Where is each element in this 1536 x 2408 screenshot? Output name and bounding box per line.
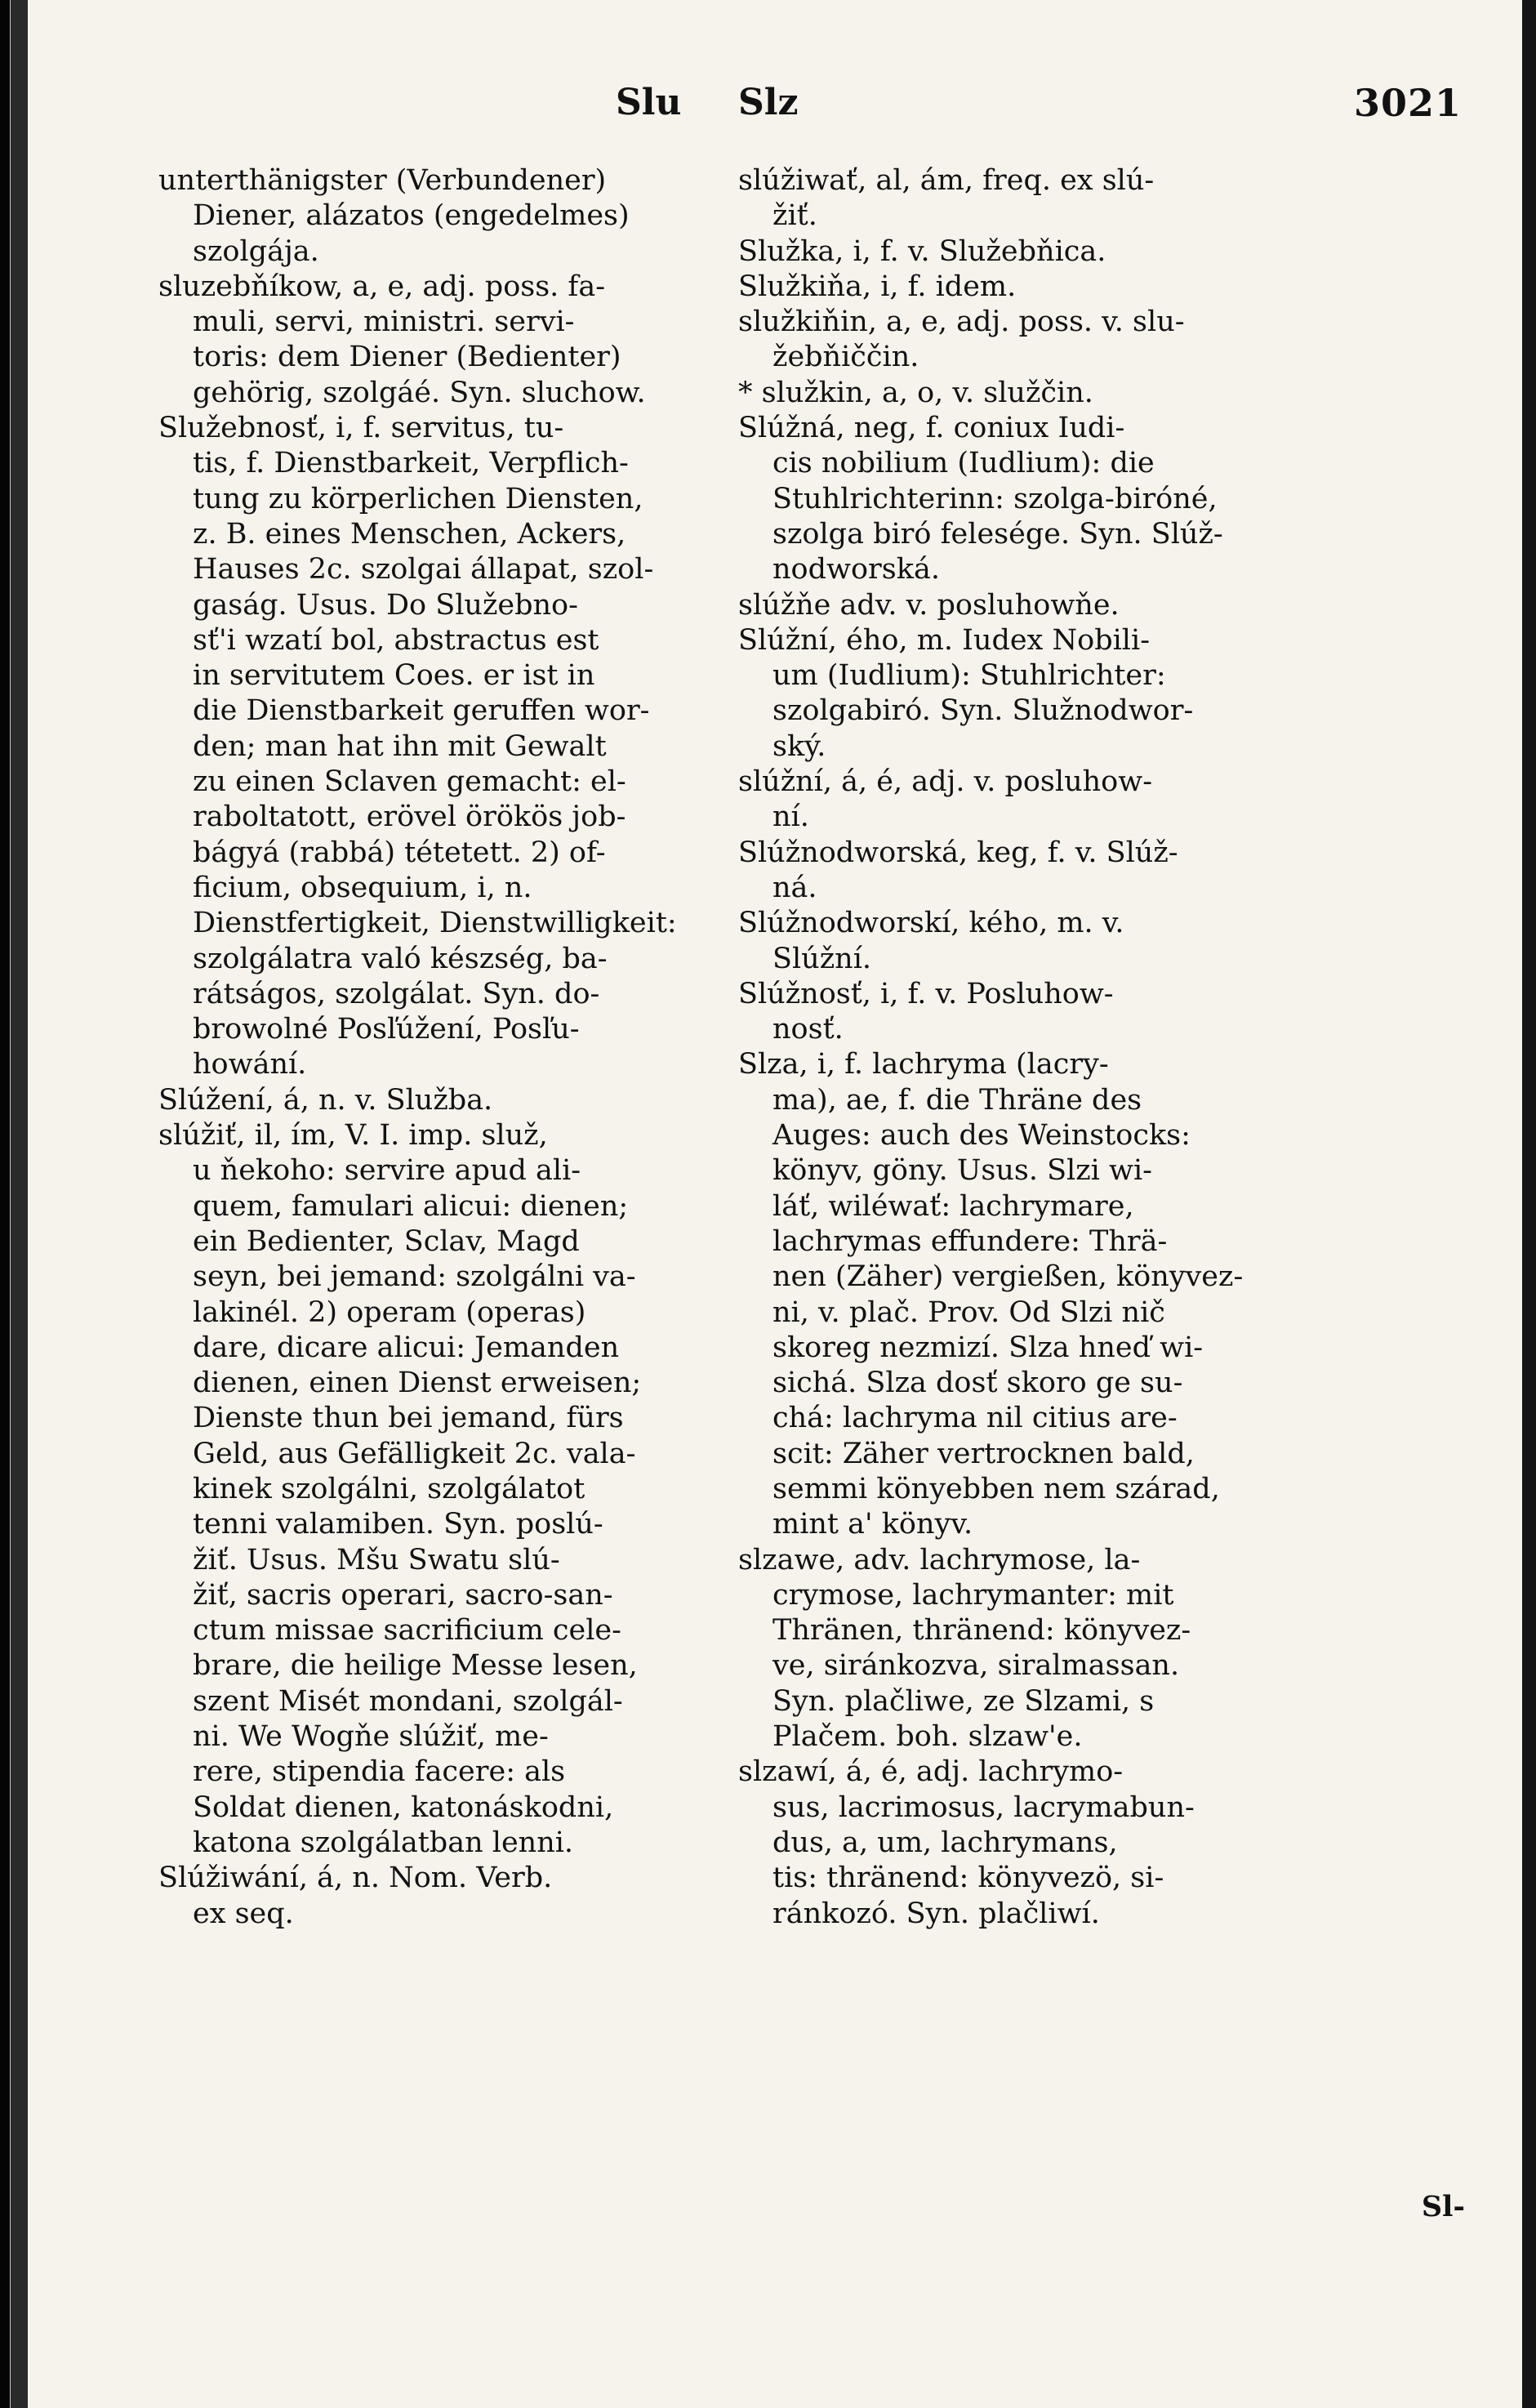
text-line: tis: thränend: könyvezö, si- xyxy=(772,1862,1164,1895)
text-line: in servitutem Coes. er ist in xyxy=(193,659,595,693)
guide-word-right: Slz xyxy=(738,82,799,123)
text-line: Hauses 2c. szolgai állapat, szol- xyxy=(193,553,654,586)
text-line: Služkiňa, i, f. idem. xyxy=(738,270,1017,303)
text-line: láť, wiléwať: lachrymare, xyxy=(772,1189,1134,1223)
text-line: u ňekoho: servire apud ali- xyxy=(193,1154,581,1188)
text-line: Služebnosť, i, f. servitus, tu- xyxy=(158,412,564,445)
text-line: ni, v. plač. Prov. Od Slzi nič xyxy=(772,1295,1165,1329)
text-line: ma), ae, f. die Thräne des xyxy=(772,1083,1142,1117)
text-line: slzawe, adv. lachrymose, la- xyxy=(738,1543,1141,1576)
text-line: žiť, sacris operari, sacro-san- xyxy=(193,1578,613,1612)
text-line: ránkozó. Syn. plačliwí. xyxy=(772,1897,1100,1930)
text-line: unterthänigster (Verbundener) xyxy=(158,164,607,197)
text-line: Auges: auch des Weinstocks: xyxy=(772,1119,1191,1153)
text-line: tung zu körperlichen Diensten, xyxy=(193,482,643,515)
text-line: Dienste thun bei jemand, fürs xyxy=(193,1402,624,1435)
text-line: Slúžnosť, i, f. v. Posluhow- xyxy=(738,977,1114,1010)
text-line: lachrymas effundere: Thrä- xyxy=(772,1224,1168,1258)
text-line: die Dienstbarkeit geruffen wor- xyxy=(193,694,650,728)
text-line: gaság. Usus. Do Služebno- xyxy=(193,588,578,622)
text-line: Geld, aus Gefälligkeit 2c. vala- xyxy=(193,1437,636,1470)
text-line: slúžňe adv. v. posluhowňe. xyxy=(738,588,1120,622)
text-line: dare, dicare alicui: Jemanden xyxy=(193,1331,620,1364)
text-line: scit: Zäher vertrocknen bald, xyxy=(772,1437,1195,1470)
text-line: zu einen Sclaven gemacht: el- xyxy=(193,765,626,799)
text-line: browolné Posľúžení, Posľu- xyxy=(193,1013,580,1046)
text-line: Diener, alázatos (engedelmes) xyxy=(193,199,630,233)
right-column xyxy=(738,163,1383,2336)
text-line: rátságos, szolgálat. Syn. do- xyxy=(193,977,600,1010)
text-line: nosť. xyxy=(772,1013,844,1046)
text-line: kinek szolgálni, szolgálatot xyxy=(193,1472,585,1505)
text-line: katona szolgálatban lenni. xyxy=(193,1826,574,1859)
text-line: dienen, einen Dienst erweisen; xyxy=(193,1367,642,1400)
page-number: 3021 xyxy=(1353,81,1462,125)
text-line: muli, servi, ministri. servi- xyxy=(193,305,575,339)
text-line: um (Iudlium): Stuhlrichter: xyxy=(772,659,1166,693)
text-line: nen (Zäher) vergießen, könyvez- xyxy=(772,1260,1244,1294)
text-line: szolgája. xyxy=(193,234,319,268)
text-line: cis nobilium (Iudlium): die xyxy=(772,447,1155,480)
text-line: Stuhlrichterinn: szolga-biróné, xyxy=(772,482,1218,515)
text-line: * služkin, a, o, v. služčin. xyxy=(738,376,1093,409)
text-line: toris: dem Diener (Bedienter) xyxy=(193,341,621,374)
text-line: služkiňin, a, e, adj. poss. v. slu- xyxy=(738,305,1185,339)
text-line: szolgálatra való készség, ba- xyxy=(193,942,608,975)
text-line: Thränen, thränend: könyvez- xyxy=(772,1614,1191,1648)
text-line: chá: lachryma nil citius are- xyxy=(772,1402,1178,1435)
text-line: mint a' könyv. xyxy=(772,1508,973,1541)
text-line: ní. xyxy=(772,800,809,834)
text-line: sichá. Slza dosť skoro ge su- xyxy=(772,1367,1183,1400)
text-line: dus, a, um, lachrymans, xyxy=(772,1826,1118,1859)
text-line: howání. xyxy=(193,1048,307,1081)
text-line: ficium, obsequium, i, n. xyxy=(193,871,532,904)
text-line: Slza, i, f. lachryma (lacry- xyxy=(738,1048,1109,1081)
binding-edge xyxy=(0,0,28,2408)
text-line: slúžní, á, é, adj. v. posluhow- xyxy=(738,765,1153,799)
text-line: könyv, göny. Usus. Slzi wi- xyxy=(772,1154,1152,1188)
text-line: skoreg nezmizí. Slza hneď wi- xyxy=(772,1331,1204,1364)
text-line: ský. xyxy=(772,729,826,763)
dictionary-page xyxy=(28,0,1522,2408)
text-line: szolgabiró. Syn. Služnodwor- xyxy=(772,694,1194,728)
text-line: Služka, i, f. v. Služebňica. xyxy=(738,234,1106,268)
text-line: Plačem. boh. slzaw'e. xyxy=(772,1720,1083,1754)
text-line: seyn, bei jemand: szolgálni va- xyxy=(193,1260,636,1294)
text-line: slzawí, á, é, adj. lachrymo- xyxy=(738,1755,1124,1789)
text-line: Syn. plačliwe, ze Slzami, s xyxy=(772,1684,1155,1718)
text-line: Slúžiwání, á, n. Nom. Verb. xyxy=(158,1862,553,1895)
text-line: žiť. Usus. Mšu Swatu slú- xyxy=(193,1543,560,1576)
text-line: Dienstfertigkeit, Dienstwilligkeit: xyxy=(193,907,677,940)
text-line: lakinél. 2) operam (operas) xyxy=(193,1295,586,1329)
text-line: Slúžní, ého, m. Iudex Nobili- xyxy=(738,623,1151,657)
left-column xyxy=(158,163,730,2336)
text-line: semmi könyebben nem szárad, xyxy=(772,1472,1220,1505)
text-line: Slúžní. xyxy=(772,942,872,975)
text-line: ctum missae sacrificium cele- xyxy=(193,1614,621,1648)
text-line: szent Misét mondani, szolgál- xyxy=(193,1684,623,1718)
text-line: rere, stipendia facere: als xyxy=(193,1755,566,1789)
text-line: ex seq. xyxy=(193,1897,294,1930)
text-line: Slúžná, neg, f. coniux Iudi- xyxy=(738,412,1125,445)
text-line: slúžiť, il, ím, V. I. imp. služ, xyxy=(158,1119,548,1153)
running-header xyxy=(28,78,1522,136)
text-line: z. B. eines Menschen, Ackers, xyxy=(193,517,626,551)
text-line: crymose, lachrymanter: mit xyxy=(772,1578,1174,1612)
guide-word-left: Slu xyxy=(616,82,682,123)
text-line: raboltatott, erövel örökös job- xyxy=(193,800,626,834)
text-line: bágyá (rabbá) tétetett. 2) of- xyxy=(193,836,606,869)
text-line: nodworská. xyxy=(772,553,940,586)
text-line: tis, f. Dienstbarkeit, Verpflich- xyxy=(193,447,629,480)
text-line: den; man hat ihn mit Gewalt xyxy=(193,729,607,763)
text-line: sus, lacrimosus, lacrymabun- xyxy=(772,1790,1195,1824)
text-line: gehörig, szolgáé. Syn. sluchow. xyxy=(193,376,646,409)
text-line: quem, famulari alicui: dienen; xyxy=(193,1189,629,1223)
text-line: Slúžení, á, n. v. Služba. xyxy=(158,1083,493,1117)
text-line: žiť. xyxy=(772,199,817,233)
text-line: ve, siránkozva, siralmassan. xyxy=(772,1649,1180,1683)
text-line: Slúžnodworskí, kého, m. v. xyxy=(738,907,1124,940)
text-line: slúžiwať, al, ám, freq. ex slú- xyxy=(738,164,1155,197)
text-line: ni. We Wogňe slúžiť, me- xyxy=(193,1720,549,1754)
text-line: szolga biró felesége. Syn. Slúž- xyxy=(772,517,1223,551)
text-line: ein Bedienter, Sclav, Magd xyxy=(193,1224,580,1258)
text-line: Slúžnodworská, keg, f. v. Slúž- xyxy=(738,836,1178,869)
text-line: žebňiččin. xyxy=(772,341,919,374)
text-line: tenni valamiben. Syn. poslú- xyxy=(193,1508,603,1541)
catchword: Sl- xyxy=(1421,2190,1465,2223)
text-line: sluzebňíkow, a, e, adj. poss. fa- xyxy=(158,270,606,303)
text-line: Soldat dienen, katonáskodni, xyxy=(193,1790,614,1824)
text-line: ná. xyxy=(772,871,817,904)
text-line: sť'i wzatí bol, abstractus est xyxy=(193,623,599,657)
text-line: brare, die heilige Messe lesen, xyxy=(193,1649,638,1683)
